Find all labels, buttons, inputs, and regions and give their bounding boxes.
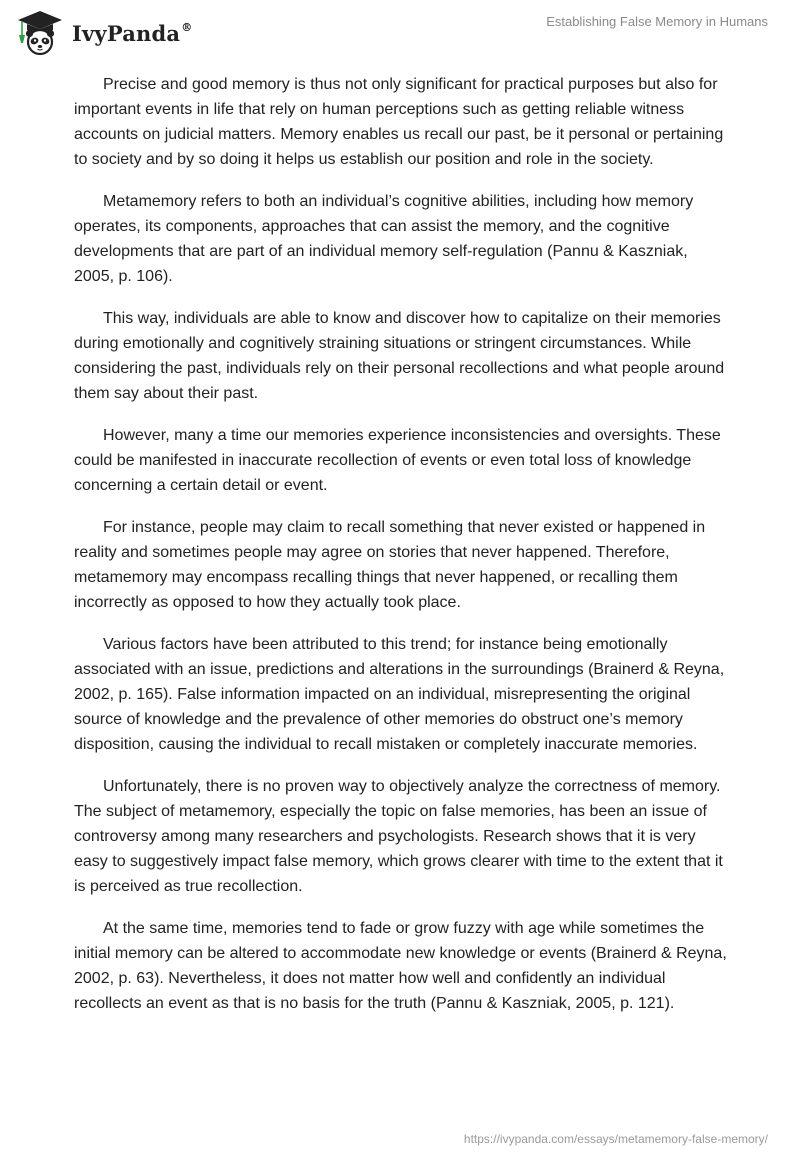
paragraph: For instance, people may claim to recall something that never existed or happened in reality and sometimes people may agree on stories that never happened. Therefore, metamemory may encompass recalling things that never happened, or recalling them incorrectly as opposed to how they actually took place. [74, 519, 706, 611]
page-header [0, 0, 800, 60]
paragraph: Metamemory refers to both an individual’s cognitive abilities, including how memory operates, its components, approaches that can assist the memory, and the cognitive developments that are part of an individual memory self-regulation (Pannu & Kaszniak, 2005, p. 106). [74, 193, 694, 285]
panda-graduate-icon [14, 9, 66, 55]
paragraph: This way, individuals are able to know and discover how to capitalize on their memories during emotionally and cognitively straining situations or stringent circumstances. While considering the past, individuals rely on their personal recollections and what people around them say about their past. [74, 310, 725, 402]
paragraph: Precise and good memory is thus not only significant for practical purposes but also for important events in life that rely on human perceptions such as getting reliable witness accounts on judicial matters. Memory enables us recall our past, be it personal or pertaining to society and by so doing it helps us establish our position and role in the society. [74, 76, 724, 168]
essay-body [74, 72, 730, 1033]
paragraph: However, many a time our memories experience inconsistencies and oversights. These could be manifested in inaccurate recollection of events or even total loss of knowledge concerning a certain detail or event. [74, 427, 721, 494]
brand-logo[interactable] [14, 9, 192, 55]
paragraph: Various factors have been attributed to this trend; for instance being emotionally associated with an issue, predictions and alterations in the surroundings (Brainerd & Reyna, 2002, p. 165). False information impacted on an individual, misrepresenting the original source of knowledge and the prevalence of other memories do obstruct one’s memory disposition, causing the individual to recall mistaken or completely inaccurate memories. [74, 636, 725, 753]
brand-name [72, 21, 192, 46]
brand-name-text: IvyPanda [72, 20, 181, 46]
source-url[interactable]: https://ivypanda.com/essays/metamemory-false-memory/ [463, 1132, 768, 1146]
paragraph: At the same time, memories tend to fade or grow fuzzy with age while sometimes the initial memory can be altered to accommodate new knowledge or events (Brainerd & Reyna, 2002, p. 63). Nevertheless, it does not matter how well and confidently an individual recollects an event as that is no basis for the truth (Pannu & Kaszniak, 2005, p. 121). [74, 920, 727, 1012]
document-title: Establishing False Memory in Humans [546, 14, 768, 29]
registered-mark: ® [181, 20, 193, 34]
paragraph: Unfortunately, there is no proven way to objectively analyze the correctness of memory. The subject of metamemory, especially the topic on false memories, has been an issue of controversy among many researchers and psychologists. Research shows that it is very easy to suggestively impact false memory, which grows clearer with time to the extent that it is perceived as true recollection. [74, 778, 723, 895]
